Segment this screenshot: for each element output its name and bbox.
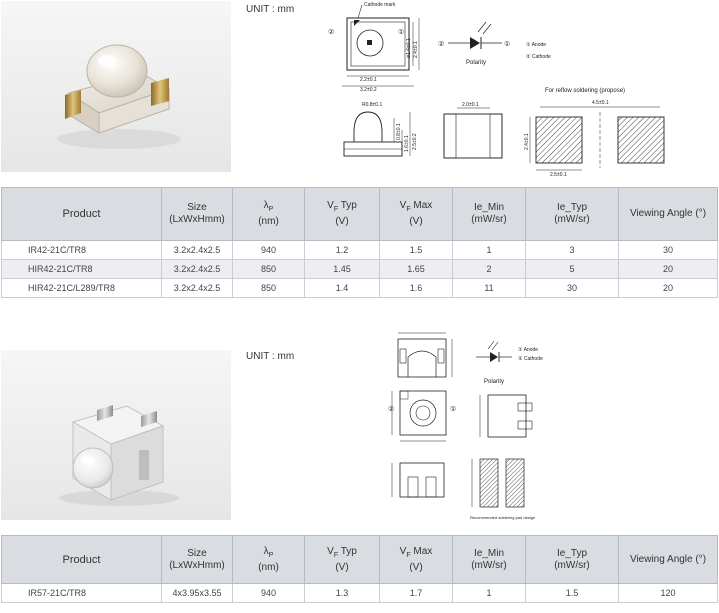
cell-ie-min: 11	[453, 279, 526, 298]
cell-vf-typ: 1.4	[305, 279, 380, 298]
led-component-image	[1, 1, 231, 172]
cathode-label: ② Cathode	[518, 356, 543, 362]
cell-vf-typ: 1.2	[305, 241, 380, 260]
solder-pad-drawing	[470, 459, 535, 520]
mechanical-drawing-ir42	[320, 0, 719, 178]
table-row	[2, 279, 718, 298]
anode-label: ① Anode	[518, 347, 539, 353]
col-vf-max: $V_F$ Max (V)	[380, 188, 453, 241]
cell-wavelength: 940	[233, 584, 305, 603]
cell-ie-typ: 1.5	[526, 584, 619, 603]
pin1-marker: ①	[450, 406, 457, 413]
cell-viewing-angle: 120	[619, 584, 718, 603]
solder-pad-note: Recommended soldering pad design	[470, 515, 536, 520]
table-row	[2, 260, 718, 279]
col-viewing-angle: Viewing Angle (°)	[619, 536, 718, 584]
cell-product: IR57-21C/TR8	[2, 584, 162, 603]
pin1-marker: ①	[398, 29, 405, 36]
polarity-pin2: ②	[438, 41, 445, 48]
side-view-drawing	[344, 102, 418, 156]
product-section-ir42	[0, 0, 719, 302]
cell-vf-typ: 1.45	[305, 260, 380, 279]
pin2-marker: ②	[328, 29, 335, 36]
polarity-diagram	[438, 22, 551, 66]
cell-size: 4x3.95x3.55	[162, 584, 233, 603]
reflow-title: For reflow soldering (propose)	[545, 88, 626, 94]
product-section-ir57	[0, 325, 719, 613]
cell-viewing-angle: 30	[619, 241, 718, 260]
front-view-drawing	[398, 333, 452, 377]
cell-product: IR42-21C/TR8	[2, 241, 162, 260]
polarity-label: Polarity	[466, 60, 487, 66]
col-size: Size (LxWxHmm)	[162, 536, 233, 584]
cell-viewing-angle: 20	[619, 260, 718, 279]
reflow-width-dim: 4.5±0.1	[592, 100, 609, 106]
cell-product: HIR42-21C/TR8	[2, 260, 162, 279]
cell-ie-min: 1	[453, 241, 526, 260]
col-wavelength: $\lambda_P$ (nm)	[233, 188, 305, 241]
cell-size: 3.2x2.4x2.5	[162, 241, 233, 260]
top-view-drawing	[328, 2, 419, 93]
cathode-mark-label: Cathode mark	[364, 2, 396, 8]
led-component-image	[1, 350, 231, 520]
cell-ie-typ: 3	[526, 241, 619, 260]
col-vf-typ: $V_F$ Typ (V)	[305, 188, 380, 241]
col-ie-typ: Ie_Typ (mW/sr)	[526, 536, 619, 584]
polarity-pin1: ①	[504, 41, 511, 48]
cell-vf-max: 1.65	[380, 260, 453, 279]
mechanical-drawing-ir57	[370, 327, 590, 525]
cell-ie-min: 1	[453, 584, 526, 603]
dim-side3: 2.5±0.2	[412, 133, 418, 150]
col-vf-max: $V_F$ Max (V)	[380, 536, 453, 584]
cell-vf-typ: 1.3	[305, 584, 380, 603]
unit-label: UNIT : mm	[246, 4, 295, 15]
cell-wavelength: 850	[233, 279, 305, 298]
cell-wavelength: 940	[233, 241, 305, 260]
bottom-view-drawing	[444, 102, 502, 158]
col-vf-typ: $V_F$ Typ (V)	[305, 536, 380, 584]
cell-size: 3.2x2.4x2.5	[162, 279, 233, 298]
cathode-label: ② Cathode	[526, 54, 551, 60]
cell-vf-max: 1.5	[380, 241, 453, 260]
cell-vf-max: 1.6	[380, 279, 453, 298]
cell-vf-max: 1.7	[380, 584, 453, 603]
side-view-drawing	[480, 395, 532, 437]
bottom-view-drawing	[392, 463, 444, 497]
cell-product: HIR42-21C/L289/TR8	[2, 279, 162, 298]
dim-bottom-top: 2.0±0.1	[462, 102, 479, 108]
spec-table-ir42	[1, 187, 718, 298]
table-row	[2, 584, 718, 603]
col-ie-min: Ie_Min (mW/sr)	[453, 536, 526, 584]
col-ie-typ: Ie_Typ (mW/sr)	[526, 188, 619, 241]
cell-size: 3.2x2.4x2.5	[162, 260, 233, 279]
col-wavelength: $\lambda_P$ (nm)	[233, 536, 305, 584]
col-ie-min: Ie_Min (mW/sr)	[453, 188, 526, 241]
cell-wavelength: 850	[233, 260, 305, 279]
polarity-diagram	[476, 341, 543, 385]
dim-radius: R0.8±0.1	[362, 102, 383, 108]
polarity-label: Polarity	[484, 379, 505, 385]
cell-ie-typ: 5	[526, 260, 619, 279]
dim-side1: 0.8±0.1	[396, 123, 402, 140]
dim-h2: 2.4±0.1	[413, 41, 419, 58]
dim-h1: ø1.6±0.1	[406, 38, 412, 58]
reflow-gap-dim: 2.5±0.1	[550, 172, 567, 178]
cell-ie-typ: 30	[526, 279, 619, 298]
product-photo-ir42	[1, 1, 231, 172]
cell-viewing-angle: 20	[619, 279, 718, 298]
cell-ie-min: 2	[453, 260, 526, 279]
unit-label: UNIT : mm	[246, 351, 295, 362]
spec-table-ir57	[1, 535, 718, 603]
product-photo-ir57	[1, 350, 231, 520]
dim-side2: 1.6±0.1	[404, 135, 410, 152]
col-product: Product	[2, 536, 162, 584]
reflow-pad-drawing	[524, 88, 664, 178]
pin2-marker: ②	[388, 406, 395, 413]
table-row	[2, 241, 718, 260]
dim-width-top: 2.2±0.1	[360, 77, 377, 83]
col-product: Product	[2, 188, 162, 241]
anode-label: ① Anode	[526, 42, 547, 48]
reflow-height-dim: 2.4±0.1	[524, 133, 530, 150]
col-size: Size (LxWxHmm)	[162, 188, 233, 241]
col-viewing-angle: Viewing Angle (°)	[619, 188, 718, 241]
top-view-drawing	[388, 391, 456, 441]
dim-width-bottom: 3.2±0.2	[360, 87, 377, 93]
